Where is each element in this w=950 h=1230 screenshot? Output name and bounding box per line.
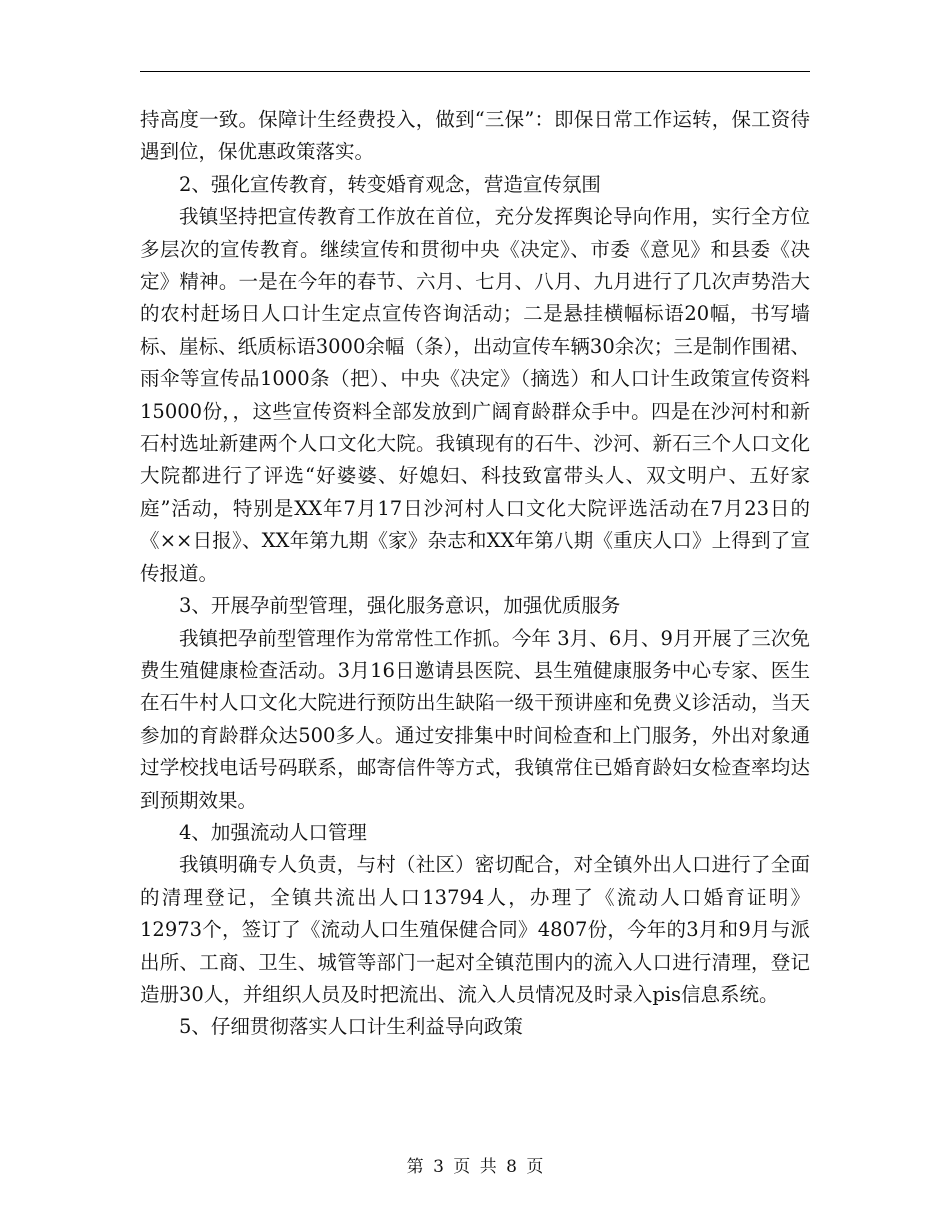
document-body [140, 104, 810, 1044]
section-heading-2: 2、强化宣传教育，转变婚育观念，营造宣传氛围 [179, 172, 601, 196]
paragraph-prepregnancy: 我镇把孕前型管理作为常常性工作抓。今年 3月、6月、9月开展了三次免费生殖健康检查活动。3月16日邀请县医院、县生殖健康服务中心专家、医生在石牛村人口文化大院进行预防出生缺陷一级干预讲座和免费义诊活动，当天参加的育龄群众达500多人。通过安排集中时间检查和上门服务，外出对象通过学校找电话号码联系，邮寄信件等方式，我镇常住已婚育龄妇女检查率均达到预期效果。 [140, 626, 810, 812]
header-rule [140, 71, 810, 72]
section-heading-4: 4、加强流动人口管理 [179, 820, 367, 844]
page-number-footer: 第 3 页 共 8 页 [406, 1157, 544, 1177]
section-heading-3: 3、开展孕前型管理，强化服务意识，加强优质服务 [179, 594, 621, 618]
section-heading-5: 5、仔细贯彻落实人口计生利益导向政策 [179, 1015, 523, 1039]
paragraph-continuation: 持高度一致。保障计生经费投入，做到“三保”：即保日常工作运转，保工资待遇到位，保优惠政策落实。 [140, 108, 810, 164]
paragraph-migrant-population: 我镇明确专人负责，与村（社区）密切配合，对全镇外出人口进行了全面的清理登记，全镇共流出人口13794人，办理了《流动人口婚育证明》12973个，签订了《流动人口生殖保健合同》4807份，今年的3月和9月与派出所、工商、卫生、城管等部门一起对全镇范围内的流入人口进行清理，登记造册30人，并组织人员及时把流出、流入人员情况及时录入pis信息系统。 [140, 853, 810, 1006]
paragraph-propaganda: 我镇坚持把宣传教育工作放在首位，充分发挥舆论导向作用，实行全方位多层次的宣传教育。继续宣传和贯彻中央《决定》、市委《意见》和县委《决定》精神。一是在今年的春节、六月、七月、八月、九月进行了几次声势浩大的农村赶场日人口计生定点宣传咨询活动；二是悬挂横幅标语20幅，书写墙标、崖标、纸质标语3000余幅（条），出动宣传车辆30余次；三是制作围裙、雨伞等宣传品1000条（把）、中央《决定》（摘选）和人口计生政策宣传资料15000份，，这些宣传资料全部发放到广阔育龄群众手中。四是在沙河村和新石村选址新建两个人口文化大院。我镇现有的石牛、沙河、新石三个人口文化大院都进行了评选“好婆婆、好媳妇、科技致富带头人、双文明户、五好家庭”活动，特别是XX年7月17日沙河村人口文化大院评选活动在7月23日的《××日报》、XX年第九期《家》杂志和XX年第八期《重庆人口》上得到了宣传报道。 [140, 205, 810, 585]
